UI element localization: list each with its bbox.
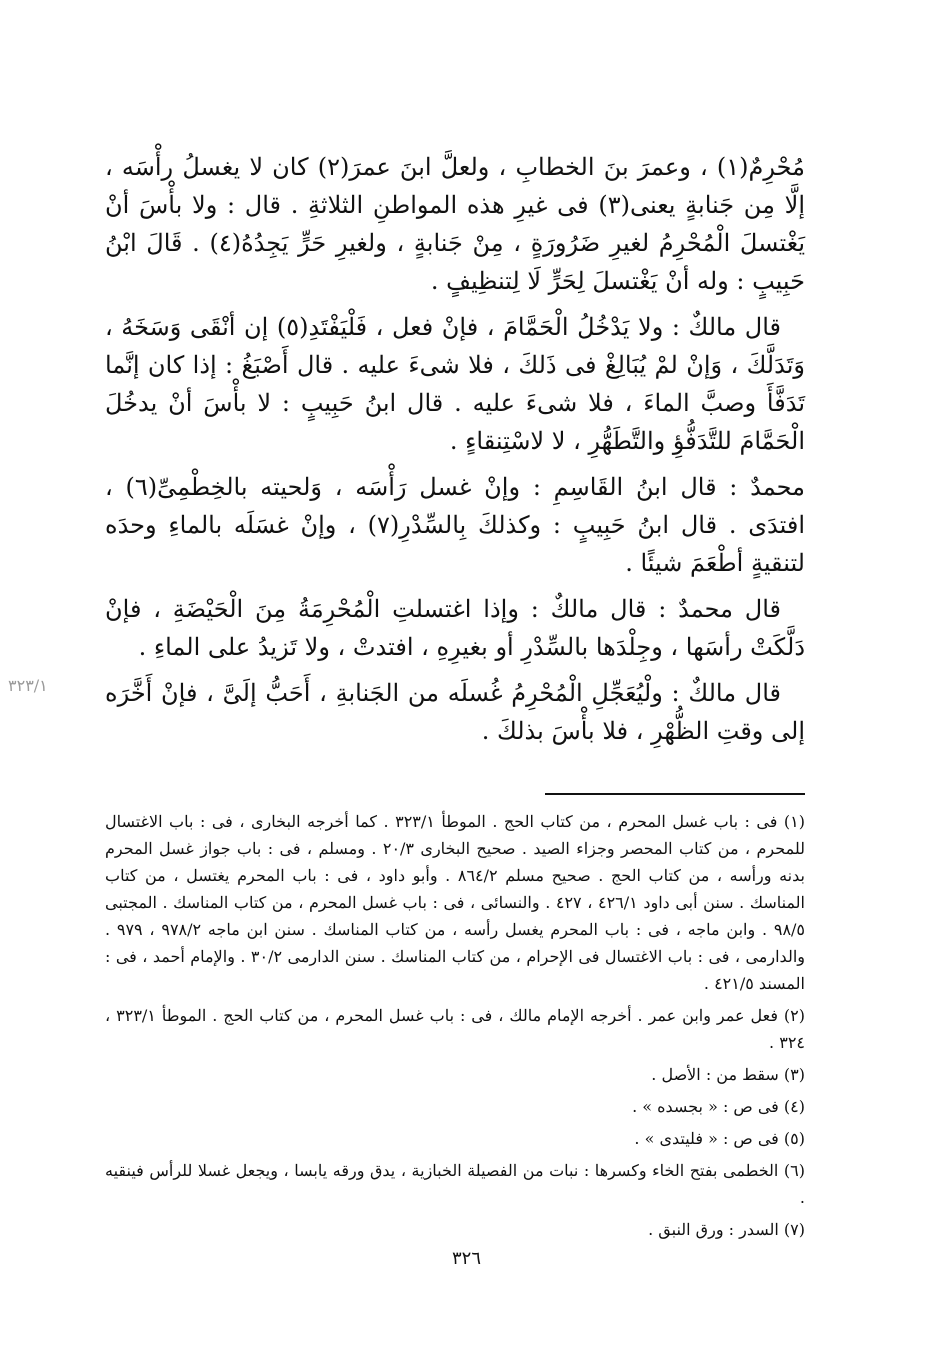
footnotes <box>105 808 805 1248</box>
paragraph-5: قال مالكٌ : ولْيُعَجِّلِ الْمُحْرِمُ غُسلَه من الجَنابةِ ، أَحَبُّ إلَىَّ ، فإنْ أَخَّرَه إلى وقتِ الظُّهْرِ ، فلا بأْسَ بذلكَ . <box>105 679 805 745</box>
paragraph-3: محمدٌ : قال ابنُ القَاسِمِ : وإنْ غسل رَأْسَه ، وَلحيته بالخِطْمِىِّ(٦) ، افتدَى . قال ابنُ حَبِيبٍ : وكذلكَ بِالسِّدْرِ(٧) ، وإنْ غسَلَه بالماءِ وحدَه لتنقيةٍ أطْعَمَ شيئًا . <box>105 473 805 577</box>
footnote-5: (٥) فى ص : « فليتدى » . <box>634 1129 805 1148</box>
paragraph-4: قال محمدٌ : قال مالكٌ : وإذا اغتسلتِ الْمُحْرِمَةُ مِنَ الْحَيْضَةِ ، فإنْ دَلَّكَتْ رأسَها ، وجِلْدَها بالسِّدْرِ أو بغيرِهِ ، افتدتْ ، ولا تَزيدُ على الماءِ . <box>105 595 805 661</box>
page-number: ٣٢٦ <box>451 1248 481 1269</box>
footnote-4: (٤) فى ص : « بجسده » . <box>632 1097 805 1116</box>
margin-note: ٣٢٣/١ <box>8 676 48 695</box>
footnote-3: (٣) سقط من : الأصل . <box>651 1065 805 1084</box>
footnote-6: (٦) الخطمى بفتح الخاء وكسرها : نبات من الفصيلة الخبازية ، يدق ورقه يابسا ، ويجعل غسلا للرأس فينقيه . <box>105 1161 805 1207</box>
paragraph-1: مُحْرِمٌ(١) ، وعمرَ بنَ الخطابِ ، ولعلَّ ابنَ عمرَ(٢) كان لا يغسلُ رأْسَه ، إلَّا مِن جَنابةٍ يعنى(٣) فى غيرِ هذه المواطنِ الثلاثةِ . قال : ولا بأْسَ أنْ يَغْتسلَ الْمُحْرِمُ لغيرِ ضَرُورَةٍ ، مِنْ جَنابةٍ ، ولغيرِ حَرٍّ يَجِدُهُ(٤) . قَالَ ابْنُ حَبِيبٍ : وله أنْ يَغْتسلَ لِحَرٍّ لَا لِتنظِيفٍ . <box>105 153 805 295</box>
footnote-2: (٢) فعل عمر وابن عمر . أخرجه الإمام مالك ، فى : باب غسل المحرم ، من كتاب الحج . الموطأ ٣٢٣/١ ، ٣٢٤ . <box>105 1006 806 1052</box>
footnote-7: (٧) السدر : ورق النبق . <box>648 1220 805 1239</box>
footnote-1: (١) فى : باب غسل المحرم ، من كتاب الحج . الموطأ ٣٢٣/١ . كما أخرجه البخارى ، فى : باب الاغتسال للمحرم ، من كتاب المحصر وجزاء الصيد . صحيح البخارى ٢٠/٣ . ومسلم ، فى : باب جواز غسل المحرم بدنه ورأسه ، من كتاب الحج . صحيح مسلم ٨٦٤/٢ . وأبو داود ، فى : باب المحرم يغتسل ، من كتاب المناسك . سنن أبى داود ٤٢٦/١ ، ٤٢٧ . والنسائى ، فى : باب غسل المحرم ، من كتاب المناسك . المجتبى ٩٨/٥ . وابن ماجه ، فى : باب المحرم يغسل رأسه ، من كتاب المناسك . سنن ابن ماجه ٩٧٨/٢ ، ٩٧٩ . والدارمى ، فى : باب الاغتسال فى الإحرام ، من كتاب المناسك . سنن الدارمى ٣٠/٢ . والإمام أحمد ، فى : المسند ٤٢١/٥ . <box>105 812 806 993</box>
paragraph-2: قال مالكٌ : ولا يَدْخُلُ الْحَمَّامَ ، فإنْ فعل ، فَلْيَفْتَدِ(٥) إن أنْقَى وَسَخَهُ ، وَتَدَلَّكَ ، وَإنْ لمْ يُبَالِغْ فى ذَلكَ ، فلا شىءَ عليه . قال أَصْبَغُ : إذا كان إنَّما تَدَفَّأَ وصبَّ الماءَ ، فلا شىءَ عليه . قال ابنُ حَبِيبٍ : لا بأْسَ أنْ يدخُلَ الْحَمَّامَ للتَّدَفُّؤِ والتَّطَهُّرِ ، لا لاسْتِنقاءٍ . <box>105 313 805 455</box>
footnote-divider <box>545 793 805 795</box>
main-text <box>105 148 805 758</box>
